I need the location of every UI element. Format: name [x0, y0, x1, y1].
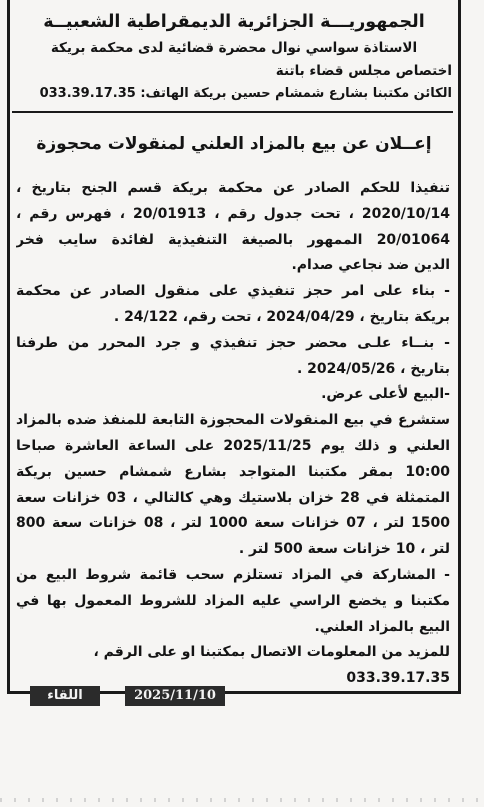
body-line: البيع بالمزاد العلني. [314, 618, 450, 635]
office-address: الكائن مكتبنا بشارع شمشام حسين بريكة الهاتف: 033.39.17.35 [39, 86, 452, 101]
newspaper-name: اللقاء [30, 686, 100, 706]
jurisdiction-line: اختصاص مجلس قضاء باتنة [275, 63, 452, 79]
body-line: الدين ضد نجاعي صدام. [291, 257, 450, 274]
body-line: بريكة بتاريخ ، 2024/04/29 ، تحت رقم، 24/122 . [113, 308, 450, 325]
body-line: 033.39.17.35 [346, 670, 450, 687]
header-divider [12, 111, 453, 113]
body-line: -البيع لأعلى عرض. [321, 386, 450, 403]
body-line: 20/01064 الممهور بالصيغة التنفيذية لفائدة سايب فخر [16, 231, 450, 248]
body-line: - بنــاء علـى محضر حجز تنفيذي و جرد المحرر من طرفنا [16, 334, 450, 351]
body-line: 2020/10/14 ، تحت جدول رقم ، 20/01913 ، فهرس رقم ، [16, 205, 450, 222]
body-line: 1500 لتر ، 07 خزانات سعة 1000 لتر ، 08 خزانات سعة 800 [16, 515, 450, 532]
body-line: تنفيذا للحكم الصادر عن محكمة بريكة قسم الجنح بتاريخ ، [16, 180, 450, 196]
ad-title: إعــلان عن بيع بالمزاد العلني لمنقولات محجوزة [36, 134, 432, 154]
body-line: - المشاركة في المزاد تستلزم سحب قائمة شروط البيع من [16, 566, 450, 583]
body-line: 10:00 بمقر مكتبنا المتواجد بشارع شمشام حسين بريكة [16, 463, 450, 480]
body-line: ستشرع في بيع المنقولات المحجوزة التابعة للمنفذ ضده بالمزاد [16, 412, 450, 429]
body-line: بتاريخ ، 2024/05/26 . [296, 360, 450, 377]
bailiff-name: الاستاذة سواسي نوال محضرة قضائية لدى محكمة بريكة [50, 40, 418, 56]
body-line: المتمثلة في 28 خزان بلاستيك وهي كالتالي ، 03 خزانات سعة [16, 489, 450, 506]
page-edge-dots [0, 798, 484, 802]
ad-body [16, 176, 450, 692]
body-line: - بناء على امر حجز تنفيذي على منقول الصادر عن محكمة [16, 283, 450, 300]
republic-heading: الجمهوريـــة الجزائرية الديمقراطية الشعبيــة [43, 12, 425, 32]
publication-date: 2025/11/10 [125, 686, 225, 706]
body-line: مكتبنا و يخضع الراسي عليه المزاد للشروط المعمول بها في [16, 592, 450, 609]
body-line: العلني و ذلك يوم 2025/11/25 على الساعة العاشرة صباحا [16, 437, 450, 454]
body-line: لتر ، 10 خزانات سعة 500 لتر . [238, 541, 450, 558]
body-line: للمزيد من المعلومات الاتصال بمكتبنا او على الرقم ، [93, 644, 450, 661]
